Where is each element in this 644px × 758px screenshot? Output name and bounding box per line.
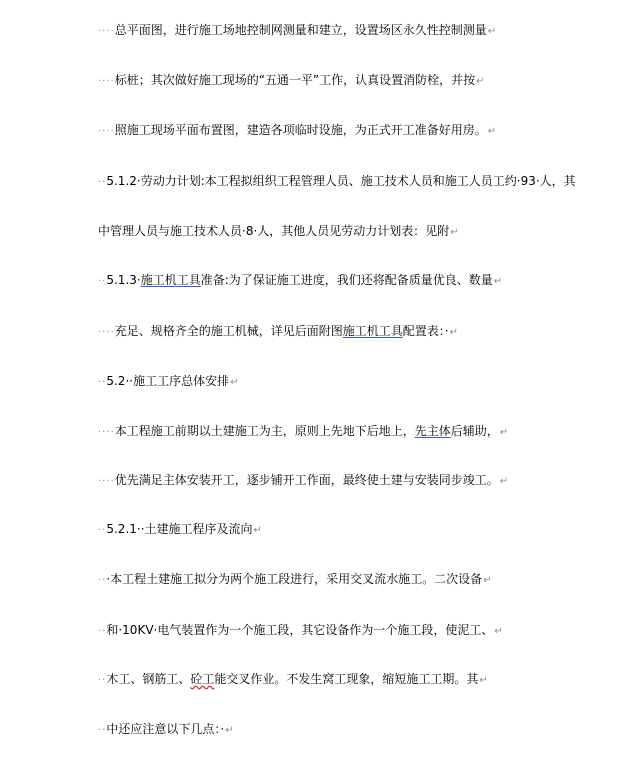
text-line xyxy=(98,470,508,490)
text-segment: 中管理人员与施工技术人员·8·人，其他人员见劳动力计划表：见附 xyxy=(98,224,450,238)
text-line xyxy=(98,569,492,589)
text-segment: 准备:为了保证施工进度，我们还将配备质量优良、数量 xyxy=(200,273,493,287)
indent-dots: ···· xyxy=(98,476,115,487)
indent-dots: ·· xyxy=(98,276,107,287)
paragraph-mark-icon: ↵ xyxy=(225,725,234,736)
text-line xyxy=(98,371,238,391)
indent-dots: ·· xyxy=(98,575,107,586)
text-line xyxy=(98,70,485,90)
text-segment: 和·10KV·电气装置作为一个施工段，其它设备作为一个施工段，使泥工、 xyxy=(106,623,494,637)
text-segment: 5.1.3· xyxy=(106,273,141,287)
text-segment: 总平面图，进行施工场地控制网测量和建立，设置场区永久性控制测量 xyxy=(114,23,487,37)
indent-dots: ·· xyxy=(98,525,107,536)
text-line xyxy=(98,171,576,191)
text-line xyxy=(98,719,234,739)
text-line xyxy=(98,519,262,539)
indent-dots: ·· xyxy=(98,725,107,736)
text-line xyxy=(98,321,458,341)
text-segment: ·本工程土建施工拟分为两个施工段进行，采用交叉流水施工。二次设备 xyxy=(106,572,483,586)
indent-dots: ···· xyxy=(98,427,115,438)
text-line xyxy=(98,221,459,241)
indent-dots: ·· xyxy=(98,377,107,388)
text-segment: 标桩；其次做好施工现场的“五通一平”工作，认真设置消防栓，并按 xyxy=(114,73,476,87)
text-segment: 5.2.1··土建施工程序及流向 xyxy=(106,522,253,536)
paragraph-mark-icon: ↵ xyxy=(479,675,488,686)
text-segment: 中还应注意以下几点：· xyxy=(106,722,225,736)
paragraph-mark-icon: ↵ xyxy=(493,276,503,287)
text-segment: 5.2··施工工序总体安排 xyxy=(106,374,230,388)
spellcheck-flagged-text: 砼工 xyxy=(190,672,215,686)
text-segment: 优先满足主体安装开工，逐步铺开工作面，最终使土建与安装同步竣工。 xyxy=(114,473,499,487)
indent-dots: ···· xyxy=(98,26,115,37)
indent-dots: ···· xyxy=(98,76,115,87)
text-line xyxy=(98,20,496,40)
grammar-flagged-text: 先主体 xyxy=(414,424,451,438)
text-segment: 配置表：· xyxy=(402,324,449,338)
indent-dots: ···· xyxy=(98,126,115,137)
paragraph-mark-icon: ↵ xyxy=(450,227,459,238)
paragraph-mark-icon: ↵ xyxy=(230,377,239,388)
paragraph-mark-icon: ↵ xyxy=(499,427,509,438)
paragraph-mark-icon: ↵ xyxy=(487,26,497,37)
paragraph-mark-icon: ↵ xyxy=(449,327,458,338)
grammar-flagged-text: 施工机工具 xyxy=(342,324,403,338)
text-segment: 能交叉作业。不发生窝工现象，缩短施工工期。其 xyxy=(214,672,479,686)
text-line xyxy=(98,669,488,689)
text-segment: 本工程施工前期以土建施工为主，原则上先地下后地上， xyxy=(114,424,415,438)
indent-dots: ·· xyxy=(98,675,107,686)
text-line xyxy=(98,421,508,441)
paragraph-mark-icon: ↵ xyxy=(253,525,262,536)
paragraph-mark-icon: ↵ xyxy=(499,476,509,487)
text-segment: 照施工现场平面布置图，建造各项临时设施，为正式开工准备好用房。 xyxy=(114,123,487,137)
paragraph-mark-icon: ↵ xyxy=(494,626,503,637)
grammar-flagged-text: 施工机工具 xyxy=(140,273,201,287)
paragraph-mark-icon: ↵ xyxy=(487,126,497,137)
indent-dots: ···· xyxy=(98,327,115,338)
text-line xyxy=(98,120,496,140)
text-segment: 木工、钢筋工、 xyxy=(106,672,191,686)
text-line xyxy=(98,620,503,640)
indent-dots: ·· xyxy=(98,177,107,188)
paragraph-mark-icon: ↵ xyxy=(476,76,485,87)
text-segment: 后辅助， xyxy=(450,424,499,438)
text-line xyxy=(98,270,502,290)
text-segment: 5.1.2·劳动力计划:本工程拟组织工程管理人员、施工技术人员和施工人员工约·93·人，其 xyxy=(106,174,576,188)
indent-dots: ·· xyxy=(98,626,107,637)
text-segment: 充足、规格齐全的施工机械，详见后面附图 xyxy=(114,324,343,338)
paragraph-mark-icon: ↵ xyxy=(483,575,492,586)
